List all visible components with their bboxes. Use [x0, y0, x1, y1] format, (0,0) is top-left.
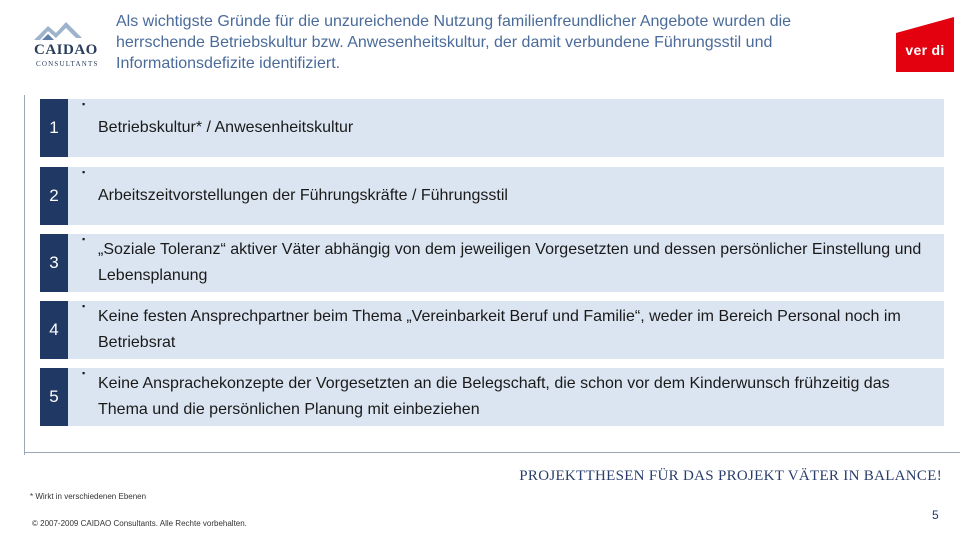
- item-bar: [68, 234, 944, 292]
- list-item: [40, 234, 944, 292]
- item-number: 5: [40, 368, 68, 426]
- left-divider-line: [24, 95, 25, 455]
- item-text: „Soziale Toleranz“ aktiver Väter abhängig von dem jeweiligen Vorgesetzten und dessen persönlicher Einstellung und Lebensplanung: [98, 241, 922, 284]
- item-bar: [68, 167, 944, 225]
- bullet-icon: ▪: [82, 234, 86, 244]
- bullet-icon: ▪: [82, 167, 86, 177]
- item-number: 1: [40, 99, 68, 157]
- footnote: * Wirkt in verschiedenen Ebenen: [30, 492, 147, 501]
- item-number: 4: [40, 301, 68, 359]
- footer-divider-line: [24, 452, 960, 453]
- bullet-icon: ▪: [82, 99, 86, 109]
- item-number: 3: [40, 234, 68, 292]
- intro-text: Als wichtigste Gründe für die unzureichende Nutzung familienfreundlicher Angebote wurden die herrschende Betriebskultur bzw. Anwesenheitskultur, der damit verbundene Führungsstil und Informationsdefizite identifiziert.: [116, 13, 792, 72]
- list-item: [40, 301, 944, 359]
- bullet-icon: ▪: [82, 368, 86, 378]
- list-item: [40, 167, 944, 225]
- footer-title: PROJEKTTHESEN FÜR DAS PROJEKT VÄTER IN BALANCE!: [519, 468, 942, 484]
- item-number: 2: [40, 167, 68, 225]
- item-text: Keine festen Ansprechpartner beim Thema „Vereinbarkeit Beruf und Familie“, weder im Bereich Personal noch im Betriebsrat: [98, 308, 901, 351]
- verdi-logo-text: ver di: [905, 42, 945, 58]
- list-item: [40, 368, 944, 426]
- list-item: [40, 99, 944, 157]
- bullet-icon: ▪: [82, 301, 86, 311]
- item-bar: [68, 301, 944, 359]
- item-text: Betriebskultur* / Anwesenheitskultur: [98, 119, 354, 136]
- caidao-logo: [28, 20, 98, 70]
- page-number: 5: [932, 508, 939, 522]
- item-text: Arbeitszeitvorstellungen der Führungskräfte / Führungsstil: [98, 187, 508, 204]
- item-bar: [68, 99, 944, 157]
- logo-name: CAIDAO: [34, 42, 98, 58]
- item-text: Keine Ansprachekonzepte der Vorgesetzten an die Belegschaft, die schon vor dem Kinderwunsch frühzeitig das Thema und die persönlichen Planung mit einbeziehen: [98, 375, 890, 418]
- copyright: © 2007-2009 CAIDAO Consultants. Alle Rechte vorbehalten.: [32, 519, 247, 528]
- verdi-logo: [896, 17, 954, 72]
- item-bar: [68, 368, 944, 426]
- logo-subtitle: CONSULTANTS: [36, 60, 99, 68]
- mountain-icon: [32, 20, 92, 42]
